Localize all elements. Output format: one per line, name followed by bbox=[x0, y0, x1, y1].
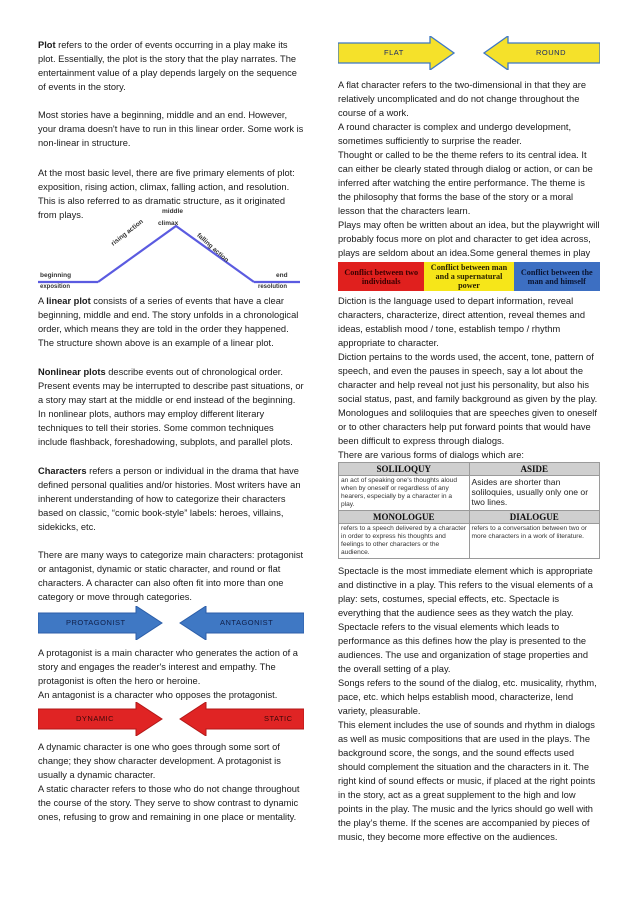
dialogs-table bbox=[338, 462, 600, 559]
monologue-definition: refers to a speech delivered by a character in order to express his thoughts and feelings to other characters or the audience. bbox=[339, 524, 470, 559]
diagram-exposition-label: exposition bbox=[40, 284, 71, 290]
flat-paragraph: A flat character refers to the two-dimensional in that they are relatively uncomplicated and do not change throughout the course of a work. bbox=[338, 80, 587, 118]
diagram-middle-label: middle bbox=[162, 208, 183, 215]
linear-paragraph: A linear plot consists of a series of events that have a clear beginning, middle and end. The story unfolds in a chronological order, which means they are told in the order they happened. The structure shown above is an example of a linear plot. bbox=[38, 296, 299, 348]
theme-himself: Conflict between the man and himself bbox=[514, 262, 600, 291]
static-paragraph: A static character refers to those who do not change throughout the course of the story. They serve to show contrast to dynamic ones, refusing to grow and remaining in one place or mentality. bbox=[38, 784, 300, 822]
dynamic-label: DYNAMIC bbox=[76, 714, 115, 723]
flat-round-arrows bbox=[338, 36, 600, 70]
plot-term: Plot bbox=[38, 40, 56, 50]
static-label: STATIC bbox=[264, 714, 293, 723]
antagonist-paragraph: An antagonist is a character who opposes the protagonist. bbox=[38, 690, 278, 700]
forms-paragraph: There are various forms of dialogs which are: bbox=[338, 450, 525, 460]
basic-paragraph: At the most basic level, there are five primary elements of plot: exposition, rising action, climax, falling action, and resolution. This is also referred to as dramatic structure, as it originated from plays. bbox=[38, 168, 295, 220]
nonlinear-paragraph: Nonlinear plots describe events out of chronological order. Present events may be interrupted to describe past situations, or a story may start at the middle or end instead of the beginning. In nonlinear plots, authors may employ different literary techniques to tell their stories. Some common techniques include flashback, foreshadowing, subplots, and parallel plots. bbox=[38, 367, 304, 447]
dynamic-paragraph: A dynamic character is one who goes through some sort of change; they show character development. A protagonist is usually a dynamic character. bbox=[38, 742, 281, 780]
diagram-end-label: end bbox=[276, 272, 288, 279]
diagram-beginning-label: beginning bbox=[40, 272, 72, 279]
flat-arrow bbox=[338, 36, 456, 70]
aside-header: ASIDE bbox=[469, 463, 600, 476]
antagonist-label: ANTAGONIST bbox=[220, 618, 274, 627]
protagonist-label: PROTAGONIST bbox=[66, 618, 126, 627]
characters-term: Characters bbox=[38, 466, 87, 476]
protagonist-paragraph: A protagonist is a main character who generates the action of a story and engages the reader's interest and empathy. The protagonist is often the hero or heroine. bbox=[38, 648, 298, 686]
round-arrow bbox=[482, 36, 600, 70]
dynamic-static-arrows bbox=[38, 702, 304, 736]
monologue-header: MONOLOGUE bbox=[339, 511, 470, 524]
diagram-rising-label: rising action bbox=[110, 218, 145, 248]
flat-label: FLAT bbox=[384, 48, 404, 57]
protagonist-antagonist-arrows bbox=[38, 606, 304, 640]
dynamic-arrow bbox=[38, 702, 164, 736]
plot-diagram bbox=[38, 206, 304, 288]
dialogue-header: DIALOGUE bbox=[469, 511, 600, 524]
aside-definition: Asides are shorter than soliloquies, usually only one or two lines. bbox=[469, 476, 600, 511]
diction-paragraph: Diction is the language used to depart information, reveal characters, characterize, direct attention, reveal themes and ideas, establish mood / tone, establish tempo / rhythm appropriate to character. bbox=[338, 296, 586, 348]
linear-term: linear plot bbox=[46, 296, 91, 306]
themes-table bbox=[338, 262, 600, 291]
ways-paragraph: There are many ways to categorize main characters: protagonist or antagonist, dynamic or static character, and round or flat characters. A character can also often fit into more than one category or move through categories. bbox=[38, 550, 304, 602]
round-label: ROUND bbox=[536, 48, 566, 57]
theme-supernatural: Conflict between man and a supernatural power bbox=[424, 262, 513, 291]
soliloquy-definition: an act of speaking one's thoughts aloud when by oneself or regardless of any hearers, especially by a character in a play. bbox=[339, 476, 470, 511]
theme-individuals: Conflict between two individuals bbox=[338, 262, 424, 291]
diagram-falling-label: falling action bbox=[195, 232, 230, 265]
antagonist-arrow bbox=[178, 606, 304, 640]
soliloquy-header: SOLILOQUY bbox=[339, 463, 470, 476]
round-paragraph: A round character is complex and undergo development, sometimes sufficiently to surprise the reader. bbox=[338, 122, 572, 146]
songs-paragraph: Songs refers to the sound of the dialog, etc. musicality, rhythm, pace, etc. which helps establish mood, characterize, lend variety, pleasurable. bbox=[338, 678, 597, 716]
characters-paragraph: Characters refers a person or individual in the drama that have defined personal qualities and/or histories. Most writers have an inherent understanding of how to categorize their characters based on classic, “comic book-style” labels: heroes, villains, sidekicks, etc. bbox=[38, 466, 301, 532]
plays-paragraph: Plays may often be written about an idea, but the playwright will probably focus more on plot and character to get idea across, plays are seldom about an idea.Some general themes in play bbox=[338, 220, 600, 258]
spectacle2-paragraph: Spectacle refers to the visual elements which leads to performance as this defines how the play is presented to the audiences. The use and organization of stage properties and the overall setting of a play. bbox=[338, 622, 588, 674]
spectacle-paragraph: Spectacle is the most immediate element which is appropriate and distinctive in a play. This refers to the visual elements of a play: sets, costumes, special effects, etc. Spectacle is everything that the audience sees as they watch the play. bbox=[338, 566, 593, 618]
stories-paragraph: Most stories have a beginning, middle and an end. However, your drama doesn't have to run in this linear order. Some work is non-linear in structure. bbox=[38, 110, 304, 148]
diagram-climax-label: climax bbox=[158, 220, 179, 227]
diction2-paragraph: Diction pertains to the words used, the accent, tone, pattern of speech, and even the pauses in speech, say a lot about the character and help reveal not just his personality, but also his social status, past, and family background as given by the play. Monologues and soliloquies that are speeches given to oneself or to other characters help put forward points that would have been difficult to express through dialogs. bbox=[338, 352, 598, 446]
nonlinear-term: Nonlinear plots bbox=[38, 367, 106, 377]
protagonist-arrow bbox=[38, 606, 164, 640]
element-paragraph: This element includes the use of sounds and rhythm in dialogs as well as music compositions that are used in the plays. The background score, the songs, and the sound effects used should complement the situation and the characters in it. The right kind of sound effects or music, if placed at the right points in the story, act as a great supplement to the high and low points in the play. The music and the lyrics should go well with the play’s theme. If the scenes are accompanied by pieces of music, they become more effective on the audiences. bbox=[338, 720, 596, 842]
plot-diagram-svg bbox=[38, 206, 304, 288]
diagram-resolution-label: resolution bbox=[258, 284, 288, 290]
plot-paragraph: Plot refers to the order of events occurring in a play make its plot. Essentially, the plot is the story that the play narrates. The entertainment value of a play depends largely on the sequence of events in the story. bbox=[38, 40, 297, 92]
thought-paragraph: Thought or called to be the theme refers to its central idea. It can either be clearly stated through dialog or action, or can be inferred after watching the entire performance. The theme is the philosophy that forms the base of the story or a moral lesson that the characters learn. bbox=[338, 150, 593, 216]
static-arrow bbox=[178, 702, 304, 736]
dialogue-definition: refers to a conversation between two or more characters in a work of literature. bbox=[469, 524, 600, 559]
